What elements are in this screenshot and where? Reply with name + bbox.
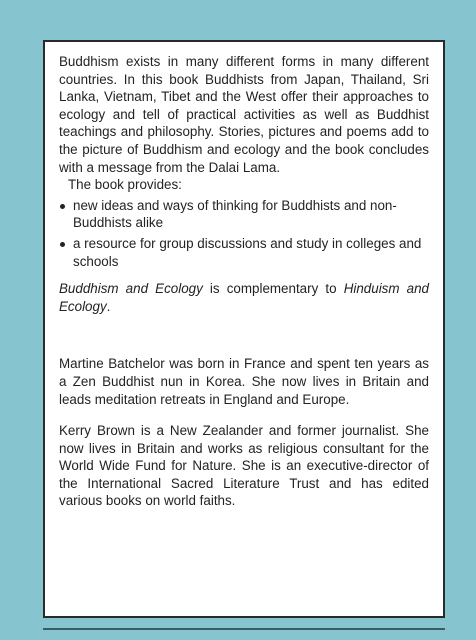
list-item-text: a resource for group discussions and study in colleges and schools xyxy=(73,235,422,269)
complementary-end: . xyxy=(106,298,111,314)
blurb-panel xyxy=(43,40,445,618)
complementary-note xyxy=(59,280,429,315)
related-book-title: Hinduism and Ecology xyxy=(59,281,430,314)
bullet-icon xyxy=(60,242,65,247)
list-item xyxy=(59,197,429,232)
provides-list xyxy=(59,197,429,270)
bottom-rule xyxy=(43,628,445,630)
intro-paragraph: Buddhism exists in many different forms in many different countries. In this book Buddhists from Japan, Thailand, Sri Lanka, Vietnam, Tibet and the West offer their approaches to ecology and tell of practical activities as well as Buddhist teachings and philosophy. Stories, pictures and poems add to the picture of Buddhism and ecology and the book concludes with a message from the Dalai Lama. xyxy=(59,54,429,175)
bullet-icon xyxy=(60,204,65,209)
complementary-connector: is complementary to xyxy=(202,281,344,297)
author-bio-brown: Kerry Brown is a New Zealander and former journalist. She now lives in Britain and works as religious consultant for the World Wide Fund for Nature. She is an executive-director of the International Sacred Literature Trust and has edited various books on world faiths. xyxy=(59,423,429,509)
author-bio-batchelor: Martine Batchelor was born in France and spent ten years as a Zen Buddhist nun in Korea. She now lives in Britain and leads meditation retreats in England and Europe. xyxy=(59,356,429,407)
list-item xyxy=(59,235,429,270)
list-item-text: new ideas and ways of thinking for Buddhists and non-Buddhists alike xyxy=(73,197,397,231)
book-title: Buddhism and Ecology xyxy=(59,281,203,297)
provides-lead: The book provides: xyxy=(68,177,182,193)
